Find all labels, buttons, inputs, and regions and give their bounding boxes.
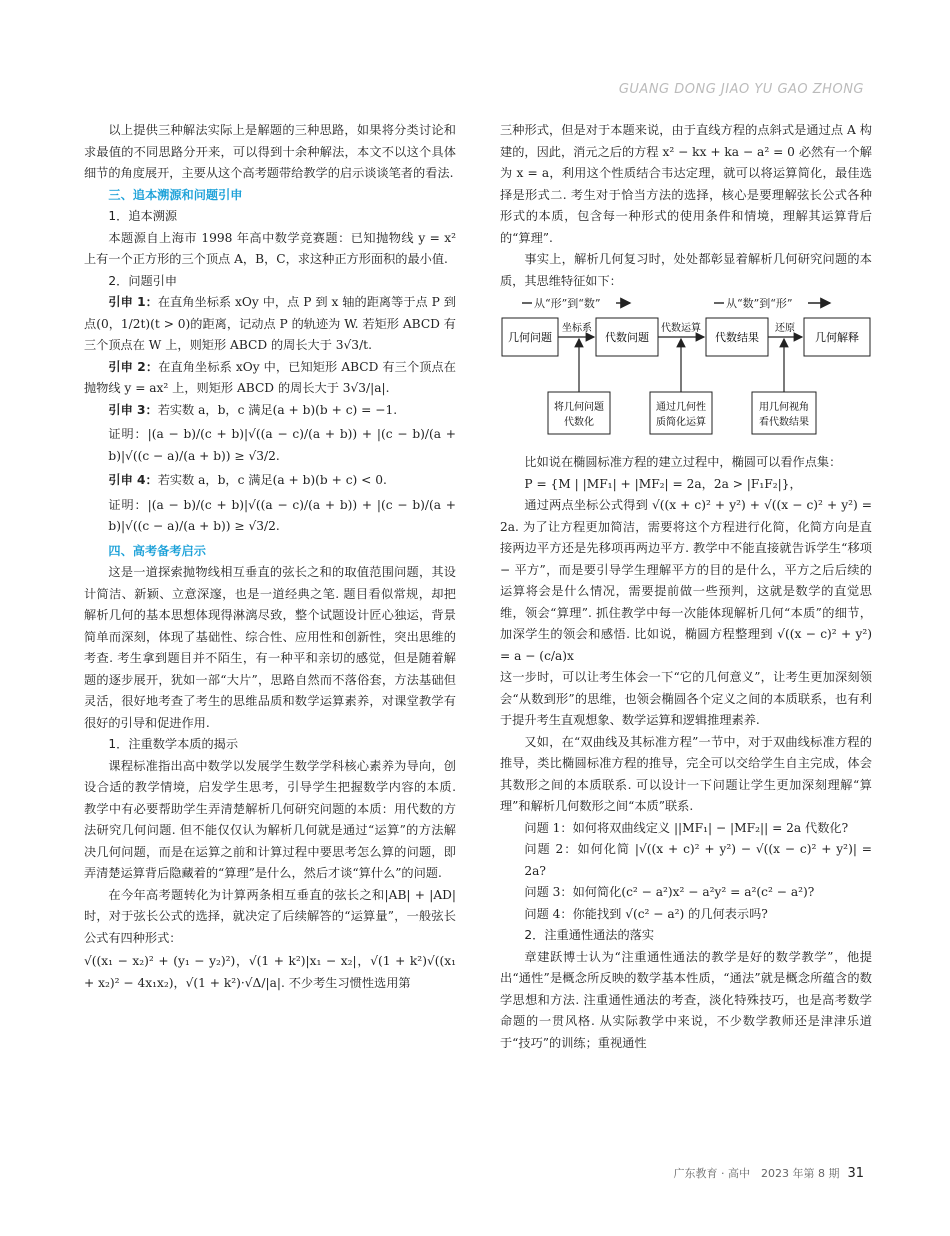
svg-text:通过几何性: 通过几何性: [656, 402, 706, 413]
chord-length-formulas: √((x₁ − x₂)² + (y₁ − y₂)²)，√(1 + k²)|x₁ − x₂|，√(1 + k²)√((x₁ + x₂)² − 4x₁x₂)，√(1 + k²)·√Δ/|a|. 不少考生习惯性选用第: [84, 954, 456, 990]
right-paragraph-4: 通过两点坐标公式得到 √((x + c)² + y²) + √((x − c)² + y²) = 2a. 为了让方程更加简洁，需要将这个方程进行化简，化简方向是直接两边平方还是先移项再两边平方. 教学中不能直接就告诉学生“移项 − 平方”，而是要引导学生理解平方的目的是什么，平方之后后续的运算将会是什么情况，需要提前做一些预判，这就是数学的直觉思维，领会“算理”. 抓住教学中每一次能体现解析几何“本质”的细节，加深学生的领会和感悟. 比如说，椭圆方程整理到 √((x − c)² + y²) = a − (c/a)x: [500, 498, 872, 663]
right-paragraph-1: 三种形式，但是对于本题来说，由于直线方程的点斜式是通过点 A 构建的，因此，消元之后的方程 x² − kx + ka − a² = 0 必然有一个解为 x = a，利用这个性质结合韦达定理，就可以将运算简化，最佳选择是形式二. 考生对于恰当方法的选择，核心是要理解弦长公式各种形式的本质，包含每一种形式的使用条件和情境，理解其运算背后的“算理”.: [500, 123, 872, 245]
page-number: 31: [847, 1166, 864, 1181]
right-paragraph-3: 比如说在椭圆标准方程的建立过程中，椭圆可以看作点集：: [524, 455, 842, 469]
extension-4-proof: 证明：|(a − b)/(c + b)|√((a − c)/(a + b)) + |(c − b)/(a + b)|√((c − a)/(a + b)) ≥ √3/2.: [108, 497, 456, 533]
extension-1: 引申 1：在直角坐标系 xOy 中，点 P 到 x 轴的距离等于点 P 到点(0，1/2t)(t > 0)的距离，记动点 P 的轨迹为 W. 若矩形 ABCD 有三个顶点在 W 上，则矩形 ABCD 的周长大于 3√3/t.: [84, 295, 456, 352]
section-4-paragraph-3: 在今年高考题转化为计算两条相互垂直的弦长之和|AB| + |AD|时，对于弦长公式的选择，就决定了后续解答的“运算量”，一般弦长公式有四种形式：: [84, 887, 456, 945]
section-3-sub-1: 1．追本溯源: [108, 209, 178, 223]
svg-text:将几何问题: 将几何问题: [554, 402, 604, 413]
question-2: 问题 2：如何化简 |√((x + c)² + y²) − √((x − c)² + y²)| = 2a?: [524, 842, 872, 878]
right-paragraph-5: 这一步时，可以让考生体会一下“它的几何意义”，让考生更加深刻领会“从数到形”的思维，也领会椭圆各个定义之间的本质联系，也有利于提升考生直观想象、数学运算和逻辑推理素养.: [500, 670, 872, 727]
intro-paragraph: 以上提供三种解法实际上是解题的三种思路，如果将分类讨论和求最值的不同思路分开来，可以得到十余种解法，本文不以这个具体细节的角度展开，主要从这个高考题带给教学的启示谈谈笔者的看法.: [84, 123, 456, 180]
ellipse-set-formula: P = {M | |MF₁| + |MF₂| = 2a，2a > |F₁F₂|}，: [524, 476, 802, 491]
section-3-title: 三、追本溯源和问题引申: [108, 187, 243, 202]
arrow-right-label: 从“数”到“形”: [726, 297, 793, 310]
question-1: 问题 1：如何将双曲线定义 ||MF₁| − |MF₂|| = 2a 代数化?: [524, 820, 849, 835]
arrow-left-label: 从“形”到“数”: [534, 297, 601, 310]
right-paragraph-7: 章建跃博士认为“注重通性通法的教学是好的数学教学”，他提出“通性”是概念所反映的数学基本性质，“通法”就是概念所蕴含的数学思想和方法. 注重通性通法的考查，淡化特殊技巧，也是高考数学命题的一贯风格. 从实际教学中来说，不少数学教师还是津津乐道于“技巧”的训练；重视通性: [500, 949, 872, 1050]
section-4-sub-1: 1．注重数学本质的揭示: [108, 737, 239, 751]
link-coordinate-system: 坐标系: [562, 323, 592, 334]
journal-info: 广东教育 · 高中 2023 年第 8 期: [673, 1167, 840, 1180]
extension-3: 引申 3：若实数 a，b，c 满足(a + b)(b + c) = −1.: [108, 402, 398, 417]
question-4: 问题 4：你能找到 √(c² − a²) 的几何表示吗?: [524, 906, 768, 921]
link-restore: 还原: [775, 323, 795, 334]
section-4-title: 四、高考备考启示: [108, 543, 206, 558]
running-header: GUANG DONG JIAO YU GAO ZHONG: [618, 82, 864, 97]
link-algebraic-operation: 代数运算: [661, 323, 701, 334]
extension-2: 引申 2：在直角坐标系 xOy 中，已知矩形 ABCD 有三个顶点在抛物线 y = ax² 上，则矩形 ABCD 的周长大于 3√3/|a|.: [84, 359, 456, 395]
right-column: [500, 120, 872, 1054]
svg-text:质简化运算: 质简化运算: [656, 417, 706, 428]
right-sub-2: 2．注重通性通法的落实: [524, 928, 655, 942]
thinking-flow-diagram: [500, 294, 872, 444]
extension-4: 引申 4：若实数 a，b，c 满足(a + b)(b + c) < 0.: [108, 473, 387, 487]
section-4-paragraph-1: 这是一道探索抛物线相互垂直的弦长之和的取值范围问题，其设计简洁、新颖、立意深邃，也是一道经典之笔. 题目看似常规，却把解析几何的基本思想体现得淋漓尽致，整个试题设计匠心独运，背景简单而深刻，体现了基础性、综合性、应用性和创新性，突出思维的考查. 考生拿到题目并不陌生，有一种平和亲切的感觉，但是随着解题的逐步展开，犹如一部“大片”，思路自然而不落俗套，方法基础但灵活，很好地考查了考生的思维品质和数学运算素养，对课堂教学有很好的引导和促进作用.: [84, 565, 456, 730]
svg-text:看代数结果: 看代数结果: [759, 417, 809, 428]
right-paragraph-6: 又如，在“双曲线及其标准方程”一节中，对于双曲线标准方程的推导，类比椭圆标准方程的推导，完全可以交给学生自主完成，体会其数形之间的本质联系. 可以设计一下问题让学生更加深刻理解“算理”和解析几何数形之间“本质”联系.: [500, 734, 872, 813]
question-3: 问题 3：如何简化(c² − a²)x² − a²y² = a²(c² − a²)?: [524, 885, 815, 899]
section-4-paragraph-2: 课程标准指出高中数学以发展学生数学学科核心素养为导向，创设合适的教学情境，启发学生思考，引导学生把握数学内容的本质. 教学中有必要帮助学生弄清楚解析几何研究问题的本质：用代数的方法研究几何问题. 但不能仅仅认为解析几何就是通过“运算”的方法解决几何问题，而是在运算之前和计算过程中要思考怎么算的问题，即弄清楚运算背后隐藏着的“算理”是什么，然后才谈“算什么”的问题.: [84, 758, 456, 880]
left-column: [84, 120, 456, 996]
svg-text:几何解释: 几何解释: [815, 331, 859, 344]
svg-text:几何问题: 几何问题: [508, 331, 552, 344]
svg-text:代数结果: 代数结果: [715, 331, 759, 344]
page-footer: [673, 1165, 864, 1181]
section-3-sub-2: 2．问题引申: [108, 273, 178, 288]
section-3-paragraph-1: 本题源自上海市 1998 年高中数学竞赛题：已知抛物线 y = x² 上有一个正方形的三个顶点 A，B，C，求这种正方形面积的最小值.: [84, 230, 456, 266]
svg-text:代数问题: 代数问题: [605, 331, 649, 344]
right-paragraph-2: 事实上，解析几何复习时，处处都彰显着解析几何研究问题的本质，其思维特征如下：: [500, 252, 872, 288]
svg-text:代数化: 代数化: [564, 417, 594, 428]
extension-3-proof: 证明：|(a − b)/(c + b)|√((a − c)/(a + b)) + |(c − b)/(a + b)|√((c − a)/(a + b)) ≥ √3/2.: [108, 427, 456, 463]
svg-text:用几何视角: 用几何视角: [759, 402, 809, 413]
